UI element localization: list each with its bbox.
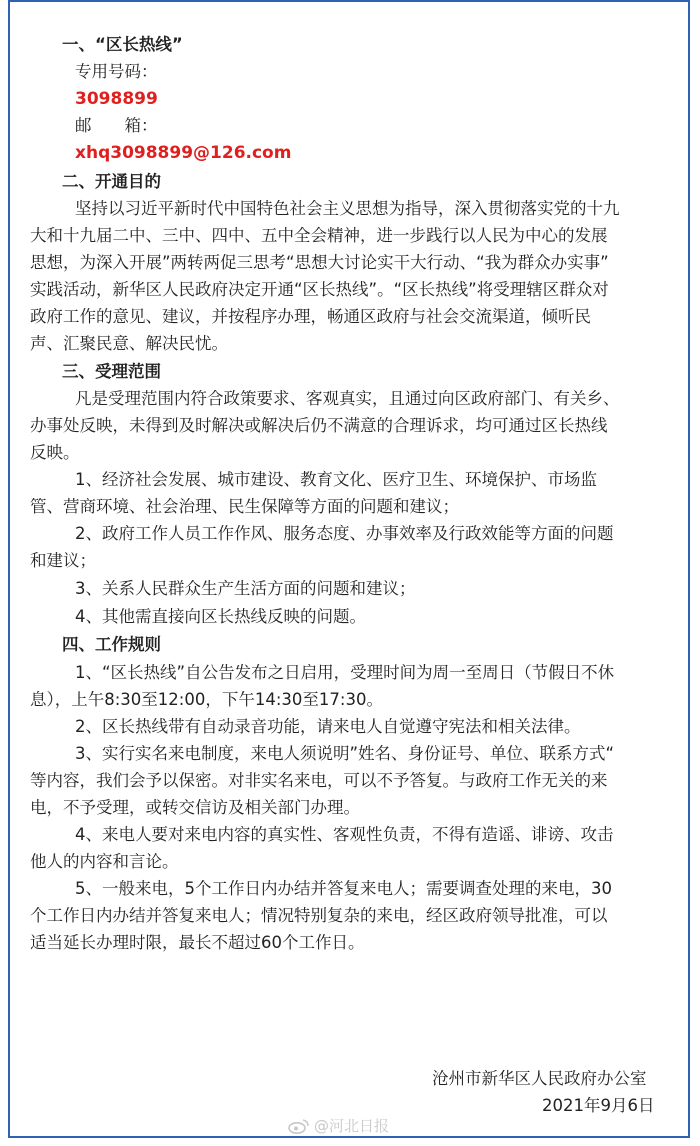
section-heading: 三、受理范围 [62,362,161,381]
contact-value: xhq3098899@126.com [75,143,292,163]
section-heading: 一、“区长热线” [62,35,183,54]
body-text-line: 3、实行实名来电制度，来电人须说明”姓名、身份证号、单位、联系方式“ [75,744,615,763]
body-text-line: 2、政府工作人员工作作风、服务态度、办事效率及行政效能等方面的问题 [75,524,614,543]
body-text-line: 1、“区长热线”自公告发布之日启用，受理时间为周一至周日（节假日不休 [75,663,615,682]
watermark-text: @河北日报 [314,1117,390,1135]
body-text-line: 凡是受理范围内符合政策要求、客观真实，且通过向区政府部门、有关乡、 [75,389,620,408]
body-text-line: 5、一般来电，5个工作日内办结并答复来电人；需要调查处理的来电，30 [75,879,612,898]
body-text-line: 实践活动，新华区人民政府决定开通“区长热线”。“区长热线”将受理辖区群众对 [30,280,609,299]
body-text-line: 大和十九届二中、三中、四中、五中全会精神，进一步践行以人民为中心的发展 [30,226,608,245]
body-text-line: 3、关系人民群众生产生活方面的问题和建议； [75,579,416,598]
body-text-line: 和建议； [30,551,96,570]
body-text-line: 4、其他需直接向区长热线反映的问题。 [75,607,366,626]
body-text-line: 管、营商环境、社会治理、民生保障等方面的问题和建议； [30,497,459,516]
body-text-line: 个工作日内办结并答复来电人；情况特别复杂的来电，经区政府领导批准，可以 [30,906,608,925]
body-text-line: 反映。 [30,443,80,462]
body-text-line: 政府工作的意见、建议，并按程序办理，畅通区政府与社会交流渠道，倾听民 [30,307,591,326]
contact-value: 3098899 [75,89,158,109]
body-text-line: 1、经济社会发展、城市建设、教育文化、医疗卫生、环境保护、市场监 [75,470,597,489]
section-heading: 四、工作规则 [62,635,161,654]
body-text-line: 坚持以习近平新时代中国特色社会主义思想为指导，深入贯彻落实党的十九 [75,199,620,218]
body-text-line: 声、汇聚民意、解决民忧。 [30,334,228,353]
section-heading: 二、开通目的 [62,172,161,191]
body-text-line: 专用号码： [75,62,158,81]
issue-date: 2021年9月6日 [542,1096,655,1115]
body-text-line: 息），上午8:30至12:00，下午14:30至17:30。 [30,690,383,709]
issuing-office: 沧州市新华区人民政府办公室 [432,1069,647,1088]
body-text-line: 4、来电人要对来电内容的真实性、客观性负责，不得有造谣、诽谤、攻击 [75,825,614,844]
body-text-line: 思想，为深入开展”两转两促三思考“思想大讨论实干大行动、“我为群众办实事” [30,253,609,272]
weibo-watermark [288,1116,389,1136]
body-text-line: 适当延长办理时限，最长不超过60个工作日。 [30,933,365,952]
body-text-line: 电，不予受理，或转交信访及相关部门办理。 [30,798,360,817]
weibo-logo-icon [288,1118,310,1134]
body-text-line: 他人的内容和言论。 [30,852,179,871]
body-text-line: 办事处反映，未得到及时解决或解决后仍不满意的合理诉求，均可通过区长热线 [30,416,608,435]
body-text-line: 等内容，我们会予以保密。对非实名来电，可以不予答复。与政府工作无关的来 [30,771,608,790]
body-text-line: 2、区长热线带有自动录音功能，请来电人自觉遵守宪法和相关法律。 [75,717,581,736]
body-text-line: 邮 箱： [75,116,158,135]
